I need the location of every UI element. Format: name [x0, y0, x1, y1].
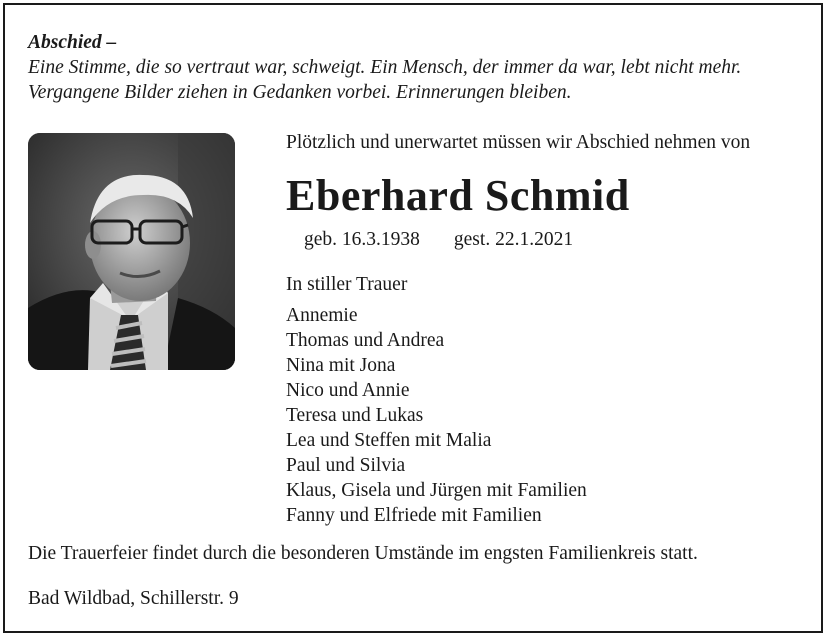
mourners-list [286, 303, 806, 528]
birth-date: geb. 16.3.1938 [304, 229, 420, 250]
death-date: gest. 22.1.2021 [453, 229, 574, 250]
family-address: Bad Wildbad, Schillerstr. 9 [28, 588, 239, 609]
list-item: Fanny und Elfriede mit Familien [286, 505, 542, 526]
deceased-name: Eberhard Schmid [286, 171, 630, 220]
intro-heading: Abschied – [28, 32, 117, 53]
list-item: Klaus, Gisela und Jürgen mit Familien [286, 480, 587, 501]
announcement-lead: Plötzlich und unerwartet müssen wir Abschied nehmen von [286, 132, 751, 153]
list-item: Thomas und Andrea [286, 330, 445, 351]
portrait-photo [28, 133, 235, 370]
intro-line-1: Eine Stimme, die so vertraut war, schweigt. Ein Mensch, der immer da war, lebt nicht mehr. [28, 57, 742, 78]
list-item: Nico und Annie [286, 380, 410, 401]
list-item: Teresa und Lukas [286, 405, 424, 426]
list-item: Paul und Silvia [286, 455, 406, 476]
intro-line-2: Vergangene Bilder ziehen in Gedanken vorbei. Erinnerungen bleiben. [28, 82, 572, 103]
portrait-image [28, 133, 235, 370]
funeral-notice: Die Trauerfeier findet durch die besonderen Umstände im engsten Familienkreis statt. [28, 543, 698, 564]
list-item: Annemie [286, 305, 358, 326]
intro-verse [28, 30, 818, 105]
life-dates [304, 228, 806, 252]
mourners-heading: In stiller Trauer [286, 274, 408, 295]
announcement [286, 130, 806, 528]
list-item: Nina mit Jona [286, 355, 396, 376]
list-item: Lea und Steffen mit Malia [286, 430, 492, 451]
